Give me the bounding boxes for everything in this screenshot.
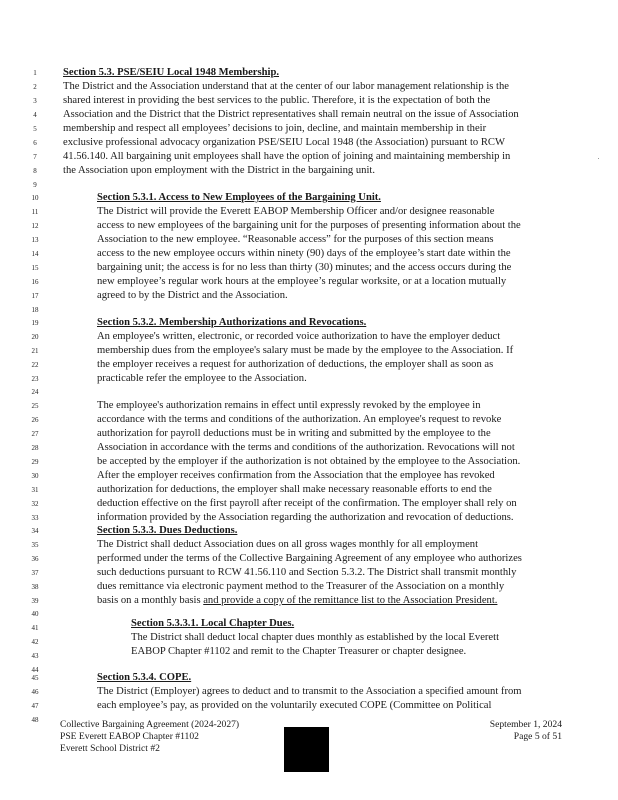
footer-redaction-box (284, 727, 329, 772)
line-number: 32 (31, 500, 39, 508)
line-number: 37 (31, 569, 39, 577)
text-line: The District shall deduct Association dues on all gross wages monthly for all employment (97, 539, 479, 550)
text-line: performed under the terms of the Collective Bargaining Agreement of any employee who authorizes (97, 553, 522, 564)
footer-page-number: Page 5 of 51 (513, 731, 562, 742)
text-line: EABOP Chapter #1102 and remit to the Chapter Treasurer or chapter designee. (131, 646, 467, 657)
line-number: 23 (31, 375, 39, 383)
line-number: 26 (31, 416, 39, 424)
line-number: 29 (31, 458, 39, 466)
text-line: information provided by the Association regarding the authorization and revocation of deductions. (97, 512, 514, 523)
text-line: An employee's written, electronic, or recorded voice authorization to have the employer deduct (97, 331, 501, 342)
text-line: The employee's authorization remains in effect until expressly revoked by the employee in (97, 400, 481, 411)
line-number: 39 (31, 597, 39, 605)
text-line: membership and respect all employees’ decisions to join, decline, and maintain membership in their (63, 123, 487, 134)
line-number: 5 (33, 125, 37, 133)
section-5-3-4-heading: Section 5.3.4. COPE. (97, 672, 192, 683)
line-number: 42 (31, 638, 39, 646)
line-number: 48 (31, 716, 39, 724)
text-line: the employer receives a request for authorization of deductions, the employer shall as soon as (97, 359, 494, 370)
line-number: 12 (31, 222, 39, 230)
line-number: 7 (33, 153, 37, 161)
line-number: 25 (31, 402, 39, 410)
text-line: Association and the District that the District representatives shall remain neutral on the issue of Association (63, 109, 519, 120)
line-number: 44 (31, 666, 39, 674)
line-number: 27 (31, 430, 39, 438)
line-number: 4 (33, 111, 37, 119)
text-line: access to the new employee occurs within ninety (90) days of the employee’s start date within the (97, 248, 511, 259)
text-line: agreed to by the District and the Association. (97, 290, 288, 301)
text-line: Association in accordance with the terms and conditions of the authorization. Revocations will not (97, 442, 515, 453)
line-number: 36 (31, 555, 39, 563)
text-line: shared interest in providing the best services to the public. Therefore, it is the expectation of both the (63, 95, 491, 106)
line-number: 46 (31, 688, 39, 696)
line-number: 31 (31, 486, 39, 494)
line-number: 8 (33, 167, 37, 175)
text-line: Association to the new employee. “Reasonable access” for the purposes of this section means (97, 234, 494, 245)
section-5-3-heading: Section 5.3. PSE/SEIU Local 1948 Membership. (63, 67, 280, 78)
footer-chapter: PSE Everett EABOP Chapter #1102 (60, 731, 199, 742)
line-number: 10 (31, 194, 39, 202)
section-5-3-3-heading: Section 5.3.3. Dues Deductions. (97, 525, 238, 536)
line-number: 21 (31, 347, 39, 355)
text-line (97, 595, 497, 607)
section-5-3-1-heading: Section 5.3.1. Access to New Employees of the Bargaining Unit. (97, 192, 381, 203)
text-line: access to new employees of the bargaining unit for the purposes of presenting information about the (97, 220, 521, 231)
line-number: 35 (31, 541, 39, 549)
line-number: 24 (31, 388, 39, 396)
text-line: deduction effective on the first payroll after receipt of the confirmation. The employer shall rely on (97, 498, 517, 509)
line-number: 9 (33, 181, 37, 189)
line-number: 38 (31, 583, 39, 591)
text-line: The District will provide the Everett EABOP Membership Officer and/or designee reasonable (97, 206, 495, 217)
line-number: 18 (31, 306, 39, 314)
text-line: authorization for deductions, the employer shall make necessary reasonable efforts to end the (97, 484, 492, 495)
line-number: 22 (31, 361, 39, 369)
text-line: accordance with the terms and conditions of the authorization. An employee's request to revoke (97, 414, 502, 425)
text-line: The District (Employer) agrees to deduct and to transmit to the Association a specified amount from (97, 686, 522, 697)
text-line: bargaining unit; the access is for no less than thirty (30) minutes; and the access occurs during the (97, 262, 512, 273)
line-number: 33 (31, 514, 39, 522)
text-line: dues remittance via electronic payment method to the Treasurer of the Association on a monthly (97, 581, 505, 592)
text-line: exclusive professional advocacy organization PSE/SEIU Local 1948 (the Association) pursuant to RCW (63, 137, 505, 148)
section-5-3-2-heading: Section 5.3.2. Membership Authorizations and Revocations. (97, 317, 367, 328)
line-number: 43 (31, 652, 39, 660)
line-number: 20 (31, 333, 39, 341)
footer-date: September 1, 2024 (489, 719, 562, 730)
text-line: The District shall deduct local chapter dues monthly as established by the local Everett (131, 632, 500, 643)
line-number: 40 (31, 610, 39, 618)
line-number: 17 (31, 292, 39, 300)
line-number: 28 (31, 444, 39, 452)
margin-mark (598, 158, 599, 159)
text-plain: basis on a monthly basis (97, 595, 204, 606)
line-number: 14 (31, 250, 39, 258)
line-number: 13 (31, 236, 39, 244)
line-number: 19 (31, 319, 39, 327)
text-line: membership dues from the employee's salary must be made by the employee to the Association. If (97, 345, 514, 356)
text-line: 41.56.140. All bargaining unit employees shall have the option of joining and maintaining membership in (63, 151, 511, 162)
line-number: 34 (31, 527, 39, 535)
text-line: the Association upon employment with the District in the bargaining unit. (63, 165, 375, 176)
line-number: 45 (31, 674, 39, 682)
line-number: 2 (33, 83, 37, 91)
footer-agreement-title: Collective Bargaining Agreement (2024-2027) (60, 719, 240, 730)
line-number: 41 (31, 624, 39, 632)
text-line: new employee’s regular work hours at the employee’s regular worksite, or at a location mutually (97, 276, 507, 287)
text-line: be accepted by the employer if the authorization is not obtained by the employee to the Association. (97, 456, 521, 467)
text-line: authorization for payroll deductions must be in writing and submitted by the employee to the (97, 428, 491, 439)
line-number: 3 (33, 97, 37, 105)
text-line: The District and the Association understand that at the center of our labor management relationship is the (63, 81, 509, 92)
footer-district: Everett School District #2 (60, 743, 160, 754)
line-number: 15 (31, 264, 39, 272)
text-line: practicable refer the employee to the Association. (97, 373, 307, 384)
line-number: 6 (33, 139, 37, 147)
text-underlined-amendment: and provide a copy of the remittance list to the Association President. (203, 595, 498, 606)
line-number: 30 (31, 472, 39, 480)
line-number: 11 (31, 208, 39, 216)
section-5-3-3-1-heading: Section 5.3.3.1. Local Chapter Dues. (131, 618, 295, 629)
line-number: 1 (33, 69, 37, 77)
line-number: 47 (31, 702, 39, 710)
text-line: After the employer receives confirmation from the Association that the employee has revoked (97, 470, 495, 481)
line-number: 16 (31, 278, 39, 286)
text-line: each employee’s pay, as provided on the voluntarily executed COPE (Committee on Political (97, 700, 492, 711)
text-line: such deductions pursuant to RCW 41.56.110 and Section 5.3.2. The District shall transmit monthly (97, 567, 517, 578)
